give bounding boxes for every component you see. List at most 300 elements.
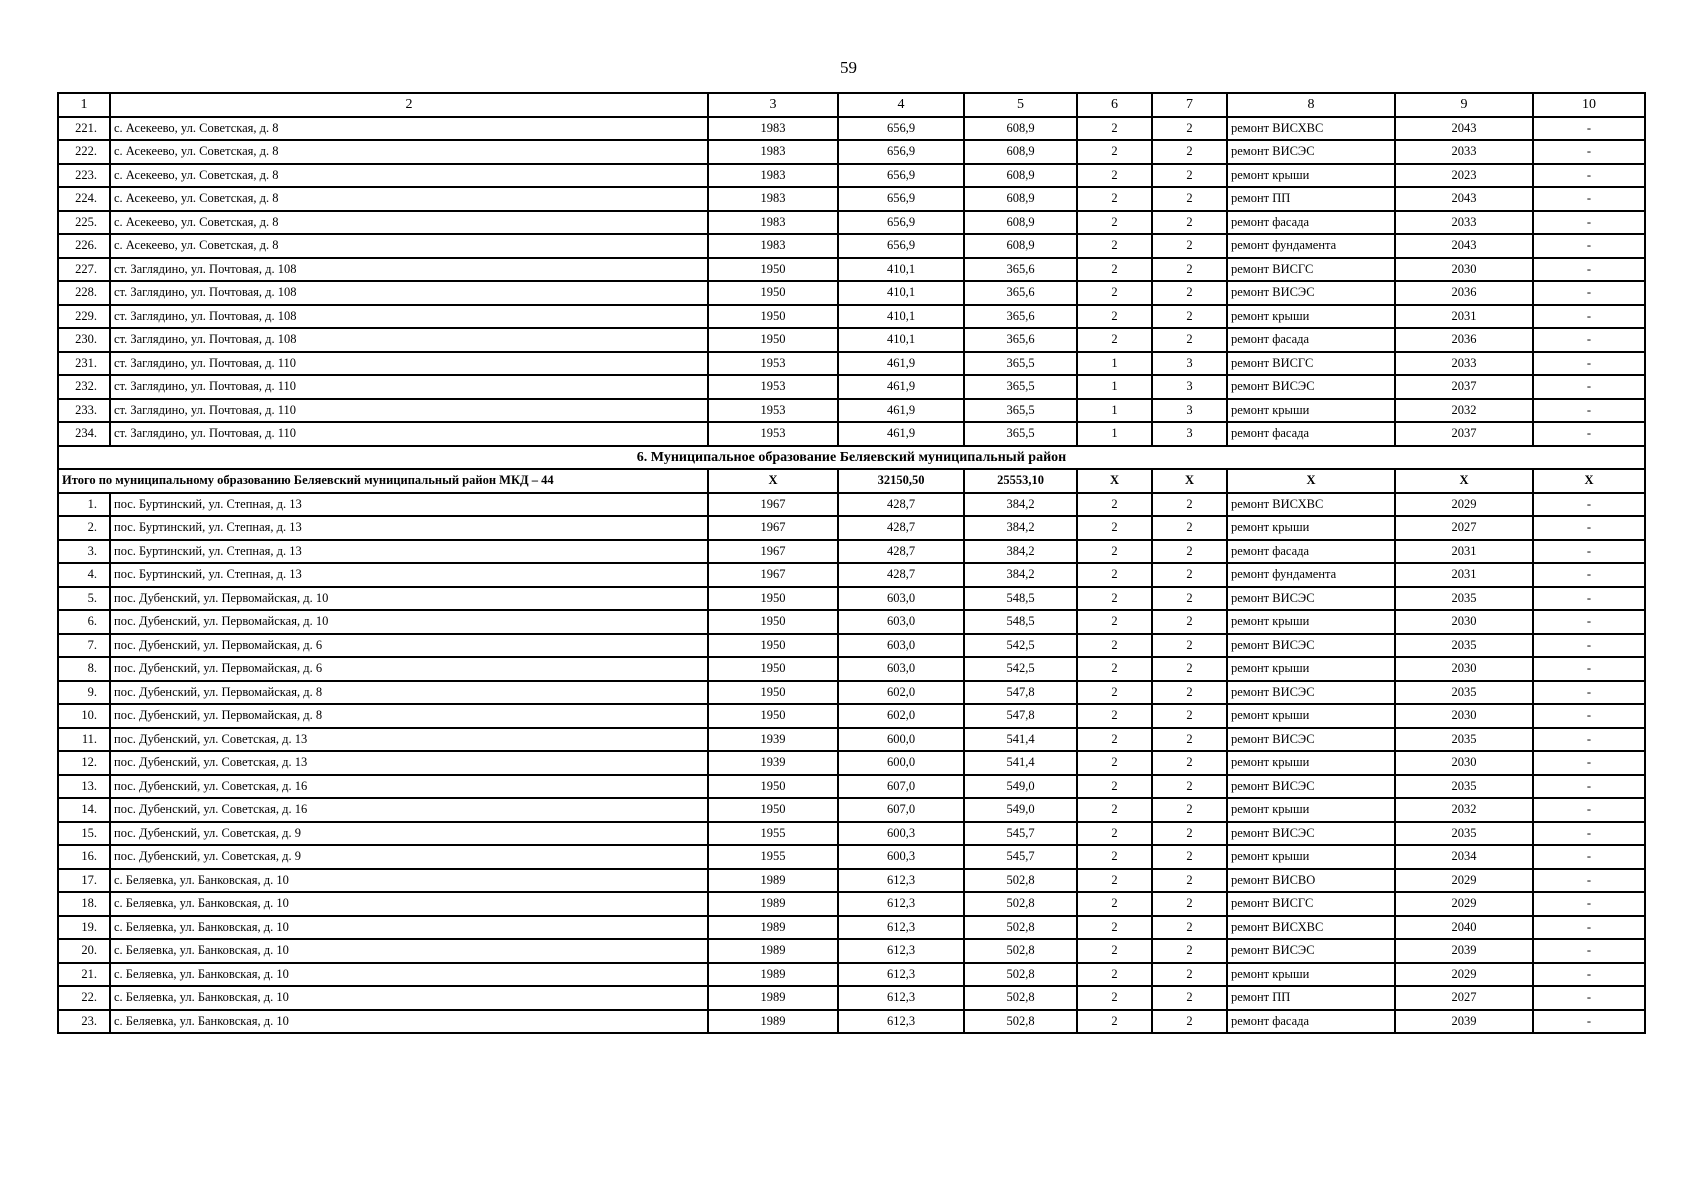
- cell-total-area: 612,3: [838, 916, 964, 940]
- cell-row-number: 12.: [58, 751, 110, 775]
- cell-floors: 2: [1077, 892, 1152, 916]
- cell-work-type: ремонт ВИСЭС: [1227, 140, 1395, 164]
- cell-total-area: 656,9: [838, 211, 964, 235]
- cell-note: -: [1533, 681, 1645, 705]
- column-number-9: 9: [1395, 93, 1533, 117]
- cell-note: -: [1533, 563, 1645, 587]
- cell-address: пос. Дубенский, ул. Первомайская, д. 10: [110, 610, 708, 634]
- column-number-5: 5: [964, 93, 1077, 117]
- cell-address: пос. Дубенский, ул. Первомайская, д. 8: [110, 681, 708, 705]
- cell-address: с. Беляевка, ул. Банковская, д. 10: [110, 986, 708, 1010]
- cell-living-area: 365,5: [964, 399, 1077, 423]
- cell-entrances: 2: [1152, 751, 1227, 775]
- cell-work-type: ремонт ВИСЭС: [1227, 634, 1395, 658]
- cell-living-area: 502,8: [964, 1010, 1077, 1034]
- cell-floors: 2: [1077, 305, 1152, 329]
- table-row: [58, 211, 1645, 235]
- cell-total-area: 428,7: [838, 540, 964, 564]
- cell-year-built: 1967: [708, 516, 838, 540]
- cell-total-area: 410,1: [838, 328, 964, 352]
- cell-year-built: 1989: [708, 986, 838, 1010]
- cell-living-area: 384,2: [964, 493, 1077, 517]
- cell-work-type: ремонт фундамента: [1227, 563, 1395, 587]
- cell-address: с. Асекеево, ул. Советская, д. 8: [110, 164, 708, 188]
- table-row: [58, 1010, 1645, 1034]
- cell-work-type: ремонт крыши: [1227, 399, 1395, 423]
- page-number: 59: [840, 58, 857, 77]
- cell-entrances: 3: [1152, 375, 1227, 399]
- cell-address: пос. Дубенский, ул. Советская, д. 9: [110, 822, 708, 846]
- cell-row-number: 5.: [58, 587, 110, 611]
- cell-floors: 2: [1077, 328, 1152, 352]
- cell-entrances: 2: [1152, 916, 1227, 940]
- cell-total-area: 656,9: [838, 234, 964, 258]
- cell-entrances: 2: [1152, 963, 1227, 987]
- cell-note: -: [1533, 869, 1645, 893]
- cell-address: с. Беляевка, ул. Банковская, д. 10: [110, 869, 708, 893]
- cell-floors: 2: [1077, 610, 1152, 634]
- cell-year-built: 1953: [708, 422, 838, 446]
- cell-year-built: 1967: [708, 540, 838, 564]
- cell-total-area: 612,3: [838, 1010, 964, 1034]
- cell-note: -: [1533, 375, 1645, 399]
- total-value: X: [1152, 469, 1227, 493]
- cell-year-built: 1950: [708, 775, 838, 799]
- cell-row-number: 7.: [58, 634, 110, 658]
- cell-row-number: 225.: [58, 211, 110, 235]
- cell-address: пос. Дубенский, ул. Советская, д. 13: [110, 751, 708, 775]
- cell-year-built: 1989: [708, 869, 838, 893]
- cell-note: -: [1533, 775, 1645, 799]
- cell-planned-year: 2035: [1395, 775, 1533, 799]
- cell-address: пос. Дубенский, ул. Первомайская, д. 10: [110, 587, 708, 611]
- section-heading-row: [58, 446, 1645, 470]
- cell-total-area: 612,3: [838, 986, 964, 1010]
- table-row: [58, 305, 1645, 329]
- cell-work-type: ремонт ВИСЭС: [1227, 587, 1395, 611]
- cell-living-area: 549,0: [964, 798, 1077, 822]
- cell-note: -: [1533, 798, 1645, 822]
- cell-note: -: [1533, 657, 1645, 681]
- table-row: [58, 869, 1645, 893]
- cell-year-built: 1967: [708, 493, 838, 517]
- table-row: [58, 704, 1645, 728]
- column-number-8: 8: [1227, 93, 1395, 117]
- cell-year-built: 1950: [708, 281, 838, 305]
- cell-floors: 1: [1077, 352, 1152, 376]
- cell-total-area: 603,0: [838, 587, 964, 611]
- cell-floors: 1: [1077, 422, 1152, 446]
- table-row: [58, 610, 1645, 634]
- cell-address: с. Беляевка, ул. Банковская, д. 10: [110, 939, 708, 963]
- cell-row-number: 18.: [58, 892, 110, 916]
- cell-note: -: [1533, 892, 1645, 916]
- cell-entrances: 2: [1152, 187, 1227, 211]
- cell-entrances: 2: [1152, 775, 1227, 799]
- cell-total-area: 603,0: [838, 657, 964, 681]
- cell-row-number: 3.: [58, 540, 110, 564]
- cell-row-number: 20.: [58, 939, 110, 963]
- cell-floors: 2: [1077, 493, 1152, 517]
- cell-address: с. Асекеево, ул. Советская, д. 8: [110, 187, 708, 211]
- cell-living-area: 365,5: [964, 422, 1077, 446]
- cell-floors: 2: [1077, 281, 1152, 305]
- cell-note: -: [1533, 939, 1645, 963]
- cell-total-area: 602,0: [838, 704, 964, 728]
- cell-living-area: 502,8: [964, 916, 1077, 940]
- cell-address: пос. Буртинский, ул. Степная, д. 13: [110, 563, 708, 587]
- cell-floors: 2: [1077, 634, 1152, 658]
- column-number-10: 10: [1533, 93, 1645, 117]
- cell-year-built: 1989: [708, 963, 838, 987]
- total-value: X: [708, 469, 838, 493]
- cell-planned-year: 2043: [1395, 187, 1533, 211]
- cell-floors: 2: [1077, 963, 1152, 987]
- cell-entrances: 2: [1152, 234, 1227, 258]
- cell-year-built: 1983: [708, 164, 838, 188]
- cell-planned-year: 2031: [1395, 563, 1533, 587]
- total-row: [58, 469, 1645, 493]
- cell-floors: 2: [1077, 728, 1152, 752]
- cell-year-built: 1950: [708, 704, 838, 728]
- cell-row-number: 223.: [58, 164, 110, 188]
- cell-address: ст. Заглядино, ул. Почтовая, д. 110: [110, 375, 708, 399]
- cell-row-number: 9.: [58, 681, 110, 705]
- cell-row-number: 8.: [58, 657, 110, 681]
- cell-note: -: [1533, 399, 1645, 423]
- cell-floors: 2: [1077, 822, 1152, 846]
- cell-year-built: 1939: [708, 728, 838, 752]
- cell-year-built: 1953: [708, 352, 838, 376]
- cell-floors: 2: [1077, 751, 1152, 775]
- cell-year-built: 1950: [708, 610, 838, 634]
- cell-note: -: [1533, 728, 1645, 752]
- cell-address: с. Беляевка, ул. Банковская, д. 10: [110, 1010, 708, 1034]
- cell-planned-year: 2035: [1395, 634, 1533, 658]
- cell-floors: 2: [1077, 187, 1152, 211]
- cell-address: с. Асекеево, ул. Советская, д. 8: [110, 140, 708, 164]
- cell-note: -: [1533, 305, 1645, 329]
- cell-entrances: 2: [1152, 986, 1227, 1010]
- cell-planned-year: 2035: [1395, 587, 1533, 611]
- cell-work-type: ремонт крыши: [1227, 610, 1395, 634]
- cell-row-number: 15.: [58, 822, 110, 846]
- cell-planned-year: 2030: [1395, 657, 1533, 681]
- cell-address: пос. Буртинский, ул. Степная, д. 13: [110, 493, 708, 517]
- cell-address: пос. Дубенский, ул. Советская, д. 16: [110, 798, 708, 822]
- cell-address: ст. Заглядино, ул. Почтовая, д. 108: [110, 328, 708, 352]
- cell-row-number: 6.: [58, 610, 110, 634]
- cell-planned-year: 2029: [1395, 892, 1533, 916]
- cell-floors: 2: [1077, 939, 1152, 963]
- cell-work-type: ремонт ВИСЭС: [1227, 822, 1395, 846]
- cell-row-number: 21.: [58, 963, 110, 987]
- table-row: [58, 422, 1645, 446]
- cell-entrances: 2: [1152, 164, 1227, 188]
- cell-work-type: ремонт ВИСХВС: [1227, 916, 1395, 940]
- table-row: [58, 822, 1645, 846]
- column-number-2: 2: [110, 93, 708, 117]
- cell-planned-year: 2030: [1395, 258, 1533, 282]
- cell-living-area: 542,5: [964, 657, 1077, 681]
- cell-entrances: 3: [1152, 422, 1227, 446]
- table-row: [58, 352, 1645, 376]
- cell-year-built: 1983: [708, 187, 838, 211]
- cell-planned-year: 2030: [1395, 704, 1533, 728]
- cell-total-area: 656,9: [838, 117, 964, 141]
- cell-living-area: 545,7: [964, 845, 1077, 869]
- cell-row-number: 17.: [58, 869, 110, 893]
- cell-floors: 2: [1077, 1010, 1152, 1034]
- cell-address: ст. Заглядино, ул. Почтовая, д. 108: [110, 258, 708, 282]
- cell-living-area: 384,2: [964, 563, 1077, 587]
- cell-living-area: 365,6: [964, 258, 1077, 282]
- cell-total-area: 600,3: [838, 845, 964, 869]
- cell-living-area: 384,2: [964, 540, 1077, 564]
- cell-row-number: 2.: [58, 516, 110, 540]
- total-value: X: [1077, 469, 1152, 493]
- cell-note: -: [1533, 704, 1645, 728]
- cell-floors: 2: [1077, 916, 1152, 940]
- cell-floors: 1: [1077, 375, 1152, 399]
- cell-entrances: 2: [1152, 657, 1227, 681]
- table-row: [58, 281, 1645, 305]
- cell-total-area: 607,0: [838, 798, 964, 822]
- cell-planned-year: 2027: [1395, 516, 1533, 540]
- cell-year-built: 1950: [708, 587, 838, 611]
- table-row: [58, 775, 1645, 799]
- cell-living-area: 541,4: [964, 728, 1077, 752]
- cell-planned-year: 2027: [1395, 986, 1533, 1010]
- cell-work-type: ремонт ВИСЭС: [1227, 775, 1395, 799]
- table-row: [58, 399, 1645, 423]
- cell-planned-year: 2033: [1395, 140, 1533, 164]
- cell-living-area: 502,8: [964, 869, 1077, 893]
- cell-floors: 2: [1077, 704, 1152, 728]
- cell-planned-year: 2023: [1395, 164, 1533, 188]
- cell-floors: 2: [1077, 164, 1152, 188]
- cell-total-area: 410,1: [838, 281, 964, 305]
- cell-work-type: ремонт ПП: [1227, 986, 1395, 1010]
- cell-year-built: 1950: [708, 328, 838, 352]
- cell-entrances: 2: [1152, 681, 1227, 705]
- cell-address: пос. Дубенский, ул. Первомайская, д. 6: [110, 634, 708, 658]
- cell-note: -: [1533, 211, 1645, 235]
- cell-work-type: ремонт крыши: [1227, 657, 1395, 681]
- cell-entrances: 2: [1152, 939, 1227, 963]
- cell-entrances: 2: [1152, 728, 1227, 752]
- cell-note: -: [1533, 258, 1645, 282]
- cell-address: пос. Дубенский, ул. Первомайская, д. 6: [110, 657, 708, 681]
- cell-floors: 2: [1077, 587, 1152, 611]
- cell-row-number: 221.: [58, 117, 110, 141]
- table-row: [58, 657, 1645, 681]
- cell-row-number: 230.: [58, 328, 110, 352]
- cell-note: -: [1533, 1010, 1645, 1034]
- cell-planned-year: 2031: [1395, 540, 1533, 564]
- cell-total-area: 607,0: [838, 775, 964, 799]
- cell-address: с. Асекеево, ул. Советская, д. 8: [110, 234, 708, 258]
- cell-year-built: 1953: [708, 399, 838, 423]
- cell-total-area: 656,9: [838, 164, 964, 188]
- cell-floors: 2: [1077, 869, 1152, 893]
- cell-work-type: ремонт крыши: [1227, 845, 1395, 869]
- cell-note: -: [1533, 751, 1645, 775]
- cell-year-built: 1989: [708, 916, 838, 940]
- cell-total-area: 461,9: [838, 352, 964, 376]
- table-row: [58, 328, 1645, 352]
- cell-entrances: 2: [1152, 869, 1227, 893]
- table-row: [58, 845, 1645, 869]
- cell-entrances: 3: [1152, 352, 1227, 376]
- cell-note: -: [1533, 916, 1645, 940]
- cell-row-number: 234.: [58, 422, 110, 446]
- cell-year-built: 1950: [708, 657, 838, 681]
- cell-total-area: 600,3: [838, 822, 964, 846]
- cell-year-built: 1989: [708, 892, 838, 916]
- cell-planned-year: 2039: [1395, 1010, 1533, 1034]
- cell-work-type: ремонт ВИСВО: [1227, 869, 1395, 893]
- cell-row-number: 13.: [58, 775, 110, 799]
- cell-floors: 2: [1077, 211, 1152, 235]
- cell-work-type: ремонт ВИСЭС: [1227, 681, 1395, 705]
- table-row: [58, 986, 1645, 1010]
- table-row: [58, 117, 1645, 141]
- cell-living-area: 545,7: [964, 822, 1077, 846]
- cell-entrances: 2: [1152, 798, 1227, 822]
- cell-work-type: ремонт ВИСГС: [1227, 352, 1395, 376]
- cell-note: -: [1533, 634, 1645, 658]
- table-row: [58, 493, 1645, 517]
- cell-row-number: 227.: [58, 258, 110, 282]
- cell-planned-year: 2036: [1395, 281, 1533, 305]
- cell-address: ст. Заглядино, ул. Почтовая, д. 110: [110, 352, 708, 376]
- cell-living-area: 365,6: [964, 328, 1077, 352]
- cell-living-area: 608,9: [964, 164, 1077, 188]
- cell-planned-year: 2040: [1395, 916, 1533, 940]
- cell-year-built: 1983: [708, 140, 838, 164]
- cell-entrances: 2: [1152, 610, 1227, 634]
- cell-total-area: 612,3: [838, 963, 964, 987]
- column-number-6: 6: [1077, 93, 1152, 117]
- cell-planned-year: 2031: [1395, 305, 1533, 329]
- cell-floors: 2: [1077, 516, 1152, 540]
- section-title: 6. Муниципальное образование Беляевский муниципальный район: [58, 446, 1645, 470]
- cell-address: пос. Буртинский, ул. Степная, д. 13: [110, 516, 708, 540]
- cell-row-number: 11.: [58, 728, 110, 752]
- cell-entrances: 2: [1152, 305, 1227, 329]
- cell-planned-year: 2032: [1395, 798, 1533, 822]
- cell-entrances: 2: [1152, 211, 1227, 235]
- table-row: [58, 892, 1645, 916]
- cell-note: -: [1533, 516, 1645, 540]
- cell-living-area: 502,8: [964, 986, 1077, 1010]
- cell-floors: 2: [1077, 117, 1152, 141]
- cell-row-number: 19.: [58, 916, 110, 940]
- cell-planned-year: 2043: [1395, 234, 1533, 258]
- cell-living-area: 608,9: [964, 187, 1077, 211]
- column-number-7: 7: [1152, 93, 1227, 117]
- cell-planned-year: 2037: [1395, 375, 1533, 399]
- cell-planned-year: 2030: [1395, 610, 1533, 634]
- cell-work-type: ремонт фасада: [1227, 211, 1395, 235]
- cell-note: -: [1533, 117, 1645, 141]
- cell-row-number: 22.: [58, 986, 110, 1010]
- cell-year-built: 1955: [708, 845, 838, 869]
- cell-note: -: [1533, 140, 1645, 164]
- cell-planned-year: 2043: [1395, 117, 1533, 141]
- cell-year-built: 1953: [708, 375, 838, 399]
- cell-total-area: 612,3: [838, 869, 964, 893]
- cell-total-area: 656,9: [838, 140, 964, 164]
- column-number-3: 3: [708, 93, 838, 117]
- table-row: [58, 798, 1645, 822]
- cell-floors: 2: [1077, 986, 1152, 1010]
- cell-living-area: 502,8: [964, 963, 1077, 987]
- cell-living-area: 365,6: [964, 305, 1077, 329]
- cell-planned-year: 2034: [1395, 845, 1533, 869]
- cell-work-type: ремонт ВИСХВС: [1227, 117, 1395, 141]
- cell-note: -: [1533, 281, 1645, 305]
- cell-year-built: 1989: [708, 1010, 838, 1034]
- cell-note: -: [1533, 328, 1645, 352]
- cell-work-type: ремонт фасада: [1227, 1010, 1395, 1034]
- cell-work-type: ремонт фасада: [1227, 422, 1395, 446]
- cell-total-area: 600,0: [838, 728, 964, 752]
- cell-entrances: 2: [1152, 493, 1227, 517]
- repair-program-table: [57, 92, 1646, 1034]
- cell-work-type: ремонт фундамента: [1227, 234, 1395, 258]
- cell-year-built: 1950: [708, 798, 838, 822]
- cell-entrances: 2: [1152, 1010, 1227, 1034]
- cell-year-built: 1950: [708, 681, 838, 705]
- column-number-4: 4: [838, 93, 964, 117]
- cell-row-number: 14.: [58, 798, 110, 822]
- cell-entrances: 2: [1152, 281, 1227, 305]
- cell-total-area: 410,1: [838, 258, 964, 282]
- cell-note: -: [1533, 963, 1645, 987]
- cell-year-built: 1983: [708, 211, 838, 235]
- cell-living-area: 548,5: [964, 587, 1077, 611]
- column-number-row: [58, 93, 1645, 117]
- cell-row-number: 4.: [58, 563, 110, 587]
- cell-living-area: 548,5: [964, 610, 1077, 634]
- cell-total-area: 603,0: [838, 634, 964, 658]
- cell-planned-year: 2033: [1395, 352, 1533, 376]
- cell-year-built: 1967: [708, 563, 838, 587]
- cell-planned-year: 2029: [1395, 493, 1533, 517]
- cell-total-area: 428,7: [838, 493, 964, 517]
- cell-year-built: 1983: [708, 117, 838, 141]
- table-row: [58, 140, 1645, 164]
- cell-work-type: ремонт ВИСГС: [1227, 892, 1395, 916]
- cell-work-type: ремонт крыши: [1227, 704, 1395, 728]
- cell-work-type: ремонт крыши: [1227, 305, 1395, 329]
- cell-row-number: 226.: [58, 234, 110, 258]
- cell-planned-year: 2035: [1395, 681, 1533, 705]
- cell-floors: 2: [1077, 657, 1152, 681]
- cell-work-type: ремонт ПП: [1227, 187, 1395, 211]
- cell-note: -: [1533, 610, 1645, 634]
- cell-note: -: [1533, 822, 1645, 846]
- cell-planned-year: 2033: [1395, 211, 1533, 235]
- cell-living-area: 502,8: [964, 939, 1077, 963]
- total-value: X: [1533, 469, 1645, 493]
- cell-entrances: 2: [1152, 822, 1227, 846]
- cell-year-built: 1955: [708, 822, 838, 846]
- table-row: [58, 540, 1645, 564]
- cell-planned-year: 2037: [1395, 422, 1533, 446]
